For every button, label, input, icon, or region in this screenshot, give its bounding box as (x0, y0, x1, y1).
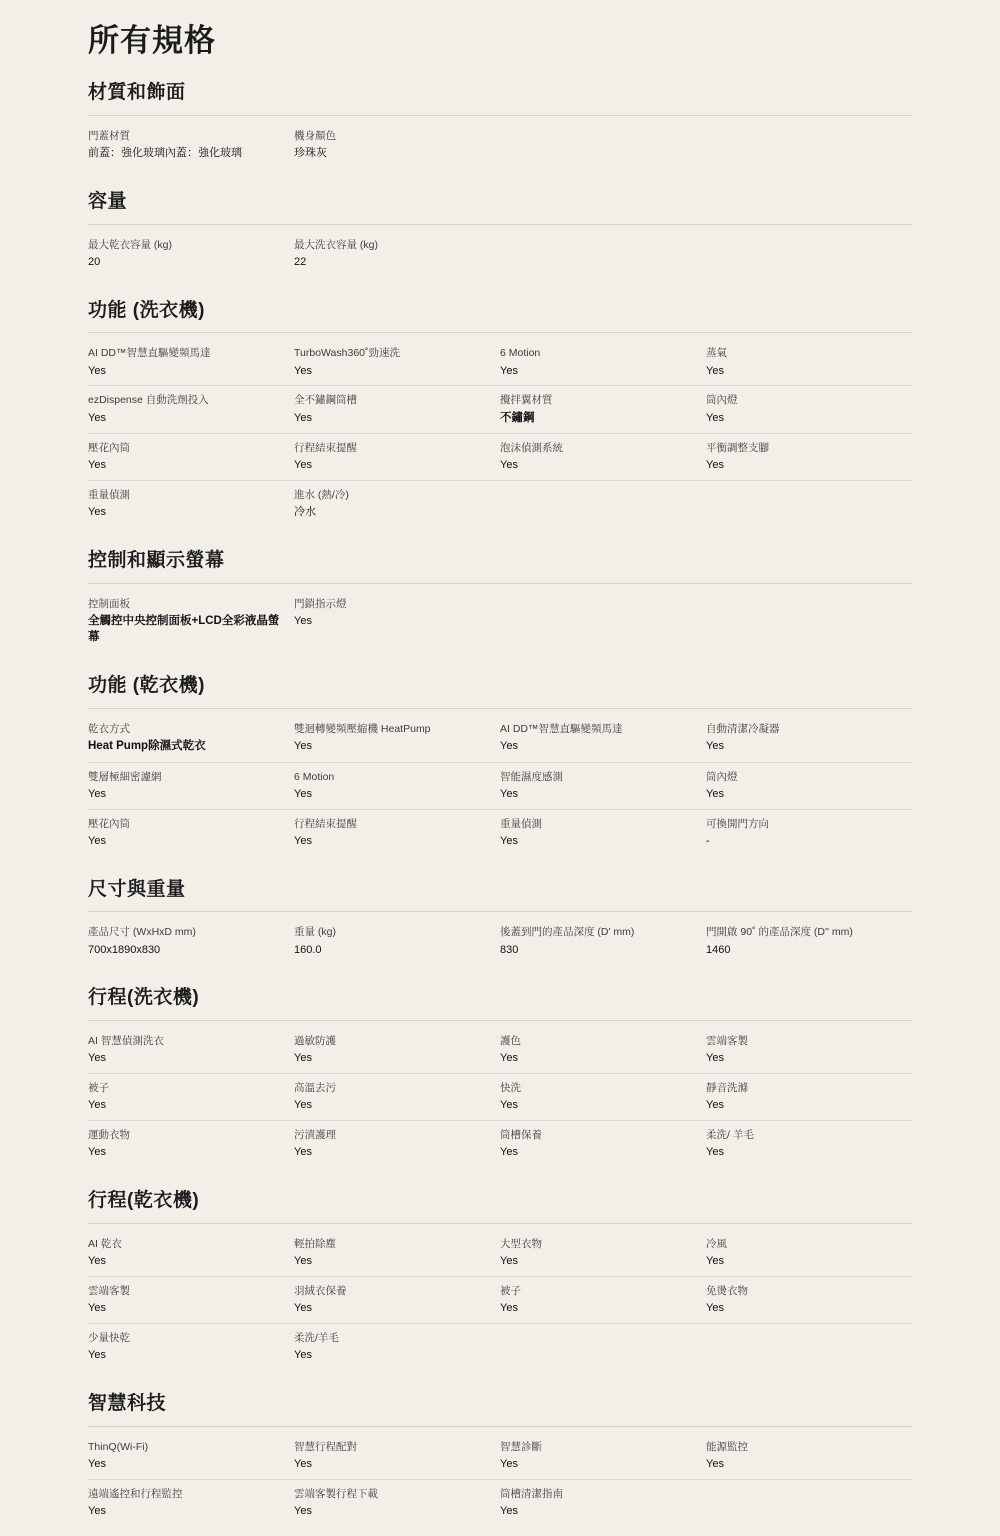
spec-cell-label: 快洗 (500, 1082, 521, 1095)
spec-cell (88, 1324, 294, 1370)
spec-cell-value: Yes (88, 834, 106, 847)
section-title: 功能 (洗衣機) (88, 299, 205, 321)
spec-cell-label: 6 Motion (500, 347, 541, 360)
spec-cell-value: Yes (500, 1146, 518, 1159)
spec-row (88, 434, 912, 481)
spec-cell-value: 不鏽鋼 (500, 411, 535, 424)
section-title: 容量 (88, 190, 128, 212)
spec-cell-value: 全觸控中央控制面板+LCD全彩液晶螢幕 (88, 615, 280, 643)
spec-cell-value: Yes (500, 1099, 518, 1112)
spec-row (88, 386, 912, 434)
spec-cell-label: 最大乾衣容量 (kg) (88, 238, 172, 251)
spec-cell-value: Yes (294, 834, 312, 847)
section-title: 材質和飾面 (88, 82, 186, 104)
spec-row (88, 1074, 912, 1121)
spec-cell-label: ezDispense 自動洗劑投入 (88, 394, 209, 407)
spec-cell-value: Yes (88, 1504, 106, 1517)
spec-cell-label: 控制面板 (88, 597, 130, 610)
spec-cell (706, 1277, 912, 1324)
spec-cell-value: Yes (706, 364, 724, 377)
spec-cell-label: 雙迴轉變頻壓縮機 HeatPump (294, 722, 431, 735)
spec-cell-value: Yes (88, 459, 106, 472)
spec-cell-value: Yes (294, 740, 312, 753)
spec-cell-label: 6 Motion (294, 770, 335, 783)
spec-cell-value: Yes (706, 1255, 724, 1268)
spec-cell-value: Yes (706, 1099, 724, 1112)
spec-row (88, 1277, 912, 1324)
spec-cell-empty (706, 481, 912, 527)
spec-cell (294, 810, 500, 856)
spec-cell-empty (500, 1324, 706, 1370)
spec-cell-label: 全不鏽鋼筒槽 (294, 394, 357, 407)
spec-cell (88, 1433, 294, 1480)
spec-cell-value: Yes (294, 1349, 312, 1362)
spec-cell-value: Yes (88, 1302, 106, 1315)
spec-cell-empty (500, 231, 706, 277)
spec-cell-value: Yes (294, 411, 312, 424)
spec-cell-value: Heat Pump除濕式乾衣 (88, 740, 206, 753)
spec-cell-value: 珍珠灰 (294, 147, 327, 160)
spec-row (88, 810, 912, 856)
spec-cell-value: Yes (294, 1146, 312, 1159)
spec-row (88, 1324, 912, 1370)
spec-cell-value: Yes (294, 1052, 312, 1065)
spec-cell-value: Yes (706, 787, 724, 800)
spec-cell-label: 進水 (熱/冷) (294, 489, 349, 502)
spec-cell-value: 830 (500, 943, 519, 956)
spec-cell (88, 339, 294, 386)
spec-cell-label: ThinQ(Wi-Fi) (88, 1440, 149, 1453)
spec-cell-value: - (706, 834, 710, 847)
spec-table (88, 1020, 912, 1167)
spec-cell (294, 122, 500, 168)
spec-cell-label: 高溫去污 (294, 1082, 336, 1095)
spec-cell-value: Yes (500, 1255, 518, 1268)
spec-cell (500, 434, 706, 481)
spec-cell-value: 1460 (706, 943, 731, 956)
section-title: 控制和顯示螢幕 (88, 550, 225, 572)
spec-cell-value: 20 (88, 255, 101, 268)
spec-cell-label: 運動衣物 (88, 1129, 130, 1142)
spec-cell-value: Yes (706, 1457, 724, 1470)
spec-cell-label: 遠端遙控和行程監控 (88, 1487, 183, 1500)
spec-cell-value: Yes (500, 1302, 518, 1315)
spec-cell (294, 1324, 500, 1370)
spec-cell-label: 筒內燈 (706, 770, 738, 783)
spec-cell (500, 715, 706, 763)
spec-cell-label: 重量 (kg) (294, 926, 336, 939)
spec-cell (88, 386, 294, 434)
spec-cell (294, 1121, 500, 1167)
spec-cell (500, 1433, 706, 1480)
spec-table (88, 1426, 912, 1526)
spec-cell-label: 門開啟 90˚ 的產品深度 (D'' mm) (706, 926, 853, 939)
spec-cell-label: 機身顏色 (294, 129, 336, 142)
spec-cell-value: Yes (706, 1302, 724, 1315)
spec-row (88, 1480, 912, 1526)
spec-cell (294, 231, 500, 277)
spec-cell-label: 自動清潔冷凝器 (706, 722, 780, 735)
spec-cell (500, 810, 706, 856)
spec-cell-value: Yes (294, 1099, 312, 1112)
spec-cell-empty (500, 481, 706, 527)
spec-cell (500, 1230, 706, 1277)
spec-table (88, 115, 912, 168)
spec-cell-label: 被子 (88, 1082, 109, 1095)
spec-cell-value: Yes (500, 787, 518, 800)
spec-cell-label: 能源監控 (706, 1440, 748, 1453)
spec-cell-label: AI 乾衣 (88, 1237, 122, 1250)
spec-cell (500, 1277, 706, 1324)
spec-cell-label: 雲端客製行程下載 (294, 1487, 378, 1500)
spec-cell-label: 污漬護理 (294, 1129, 336, 1142)
spec-cell (294, 1277, 500, 1324)
spec-cell-label: 大型衣物 (500, 1237, 542, 1250)
spec-cell-value: 22 (294, 255, 307, 268)
spec-table (88, 583, 912, 652)
spec-cell-value: Yes (88, 1349, 106, 1362)
spec-cell (88, 1230, 294, 1277)
spec-cell (500, 918, 706, 964)
spec-row (88, 481, 912, 527)
spec-cell-label: 智能濕度感測 (500, 770, 563, 783)
spec-cell-value: Yes (294, 1457, 312, 1470)
spec-cell (294, 918, 500, 964)
spec-cell (294, 1480, 500, 1526)
spec-cell-label: 柔洗/羊毛 (294, 1331, 339, 1344)
spec-cell-label: 羽絨衣保養 (294, 1284, 347, 1297)
spec-cell (706, 1074, 912, 1121)
section-title: 功能 (乾衣機) (88, 675, 205, 697)
spec-cell-value: Yes (88, 1052, 106, 1065)
spec-cell-label: TurboWash360˚勁速洗 (294, 347, 401, 360)
spec-cell-value: Yes (706, 1052, 724, 1065)
section-title: 尺寸與重量 (88, 878, 186, 900)
spec-cell (88, 1121, 294, 1167)
spec-cell-value: Yes (294, 615, 312, 628)
spec-cell-label: 後蓋到門的產品深度 (D' mm) (500, 926, 635, 939)
spec-table (88, 708, 912, 856)
spec-cell-label: 壓花內筒 (88, 817, 130, 830)
spec-cell-label: 產品尺寸 (WxHxD mm) (88, 926, 196, 939)
spec-cell (500, 763, 706, 810)
spec-cell (294, 763, 500, 810)
spec-cell (706, 715, 912, 763)
spec-cell-value: Yes (500, 364, 518, 377)
spec-row (88, 715, 912, 763)
spec-cell-value: Yes (294, 1255, 312, 1268)
spec-cell-value: Yes (706, 740, 724, 753)
spec-cell-value: 700x1890x830 (88, 943, 161, 956)
spec-cell (500, 1027, 706, 1074)
spec-row (88, 1230, 912, 1277)
spec-cell-label: AI DD™智慧直驅變頻馬達 (500, 722, 623, 735)
spec-cell-label: 過敏防護 (294, 1035, 336, 1048)
spec-cell-label: 乾衣方式 (88, 722, 130, 735)
spec-cell (294, 1027, 500, 1074)
spec-cell-label: 免燙衣物 (706, 1284, 748, 1297)
spec-cell-label: 輕拍除塵 (294, 1237, 336, 1250)
spec-cell-value: Yes (294, 1504, 312, 1517)
spec-cell-value: Yes (706, 411, 724, 424)
spec-cell (294, 715, 500, 763)
spec-cell-empty (706, 590, 912, 652)
spec-sections (88, 81, 912, 1526)
spec-cell (500, 1480, 706, 1526)
spec-cell-value: Yes (500, 1504, 518, 1517)
spec-table (88, 1223, 912, 1370)
spec-cell (294, 481, 500, 527)
spec-cell-value: Yes (294, 787, 312, 800)
spec-row (88, 590, 912, 652)
spec-cell-empty (706, 231, 912, 277)
spec-cell (706, 434, 912, 481)
spec-cell (706, 339, 912, 386)
spec-cell-empty (706, 122, 912, 168)
spec-cell-label: 攪拌翼材質 (500, 394, 553, 407)
spec-cell-label: 少量快乾 (88, 1331, 130, 1344)
spec-cell (500, 1121, 706, 1167)
spec-cell (706, 1121, 912, 1167)
spec-cell-label: 行程結束提醒 (294, 442, 357, 455)
spec-cell-label: 平衡調整支腳 (706, 442, 769, 455)
spec-cell-value: Yes (500, 459, 518, 472)
spec-cell-value: Yes (88, 1255, 106, 1268)
spec-cell-value: Yes (294, 364, 312, 377)
spec-table (88, 911, 912, 964)
spec-cell (294, 1230, 500, 1277)
spec-cell-value: Yes (500, 834, 518, 847)
spec-cell (88, 1074, 294, 1121)
spec-cell-value: Yes (706, 459, 724, 472)
spec-cell-label: 重量偵測 (88, 489, 130, 502)
spec-cell-label: 門蓋材質 (88, 129, 130, 142)
page-title: 所有規格 (88, 23, 216, 58)
section-title: 行程(洗衣機) (88, 987, 200, 1009)
spec-cell (294, 434, 500, 481)
spec-cell-label: AI 智慧偵測洗衣 (88, 1035, 164, 1048)
spec-cell (706, 1433, 912, 1480)
spec-cell (706, 1027, 912, 1074)
spec-cell-value: Yes (88, 787, 106, 800)
spec-cell-label: 筒槽清潔指南 (500, 1487, 563, 1500)
spec-cell-label: 筒內燈 (706, 394, 738, 407)
spec-cell-value: 160.0 (294, 943, 322, 956)
spec-cell-value: Yes (88, 411, 106, 424)
spec-cell-value: Yes (294, 459, 312, 472)
spec-cell (706, 763, 912, 810)
spec-cell-label: 雲端客製 (706, 1035, 748, 1048)
spec-cell-value: Yes (500, 1052, 518, 1065)
spec-cell (88, 590, 294, 652)
spec-cell-label: 智慧行程配對 (294, 1440, 357, 1453)
spec-cell (294, 590, 500, 652)
spec-cell (706, 810, 912, 856)
spec-cell-label: 柔洗/ 羊毛 (706, 1129, 754, 1142)
spec-cell-label: AI DD™智慧直驅變頻馬達 (88, 347, 211, 360)
spec-cell-value: Yes (500, 1457, 518, 1470)
spec-cell-label: 泡沫偵測系統 (500, 442, 563, 455)
spec-cell-label: 智慧診斷 (500, 1440, 542, 1453)
spec-cell-value: Yes (706, 1146, 724, 1159)
spec-cell-empty (706, 1324, 912, 1370)
spec-row (88, 122, 912, 168)
spec-cell (88, 918, 294, 964)
spec-cell-label: 最大洗衣容量 (kg) (294, 238, 378, 251)
spec-cell (88, 715, 294, 763)
spec-row (88, 339, 912, 386)
spec-cell (500, 1074, 706, 1121)
spec-row (88, 1433, 912, 1480)
spec-table (88, 224, 912, 277)
spec-cell-label: 雲端客製 (88, 1284, 130, 1297)
spec-cell (294, 1433, 500, 1480)
spec-cell (500, 386, 706, 434)
spec-cell-empty (500, 590, 706, 652)
spec-cell-label: 冷風 (706, 1237, 727, 1250)
spec-cell-label: 行程結束提醒 (294, 817, 357, 830)
spec-cell-empty (500, 122, 706, 168)
spec-cell (88, 1480, 294, 1526)
spec-cell (88, 810, 294, 856)
spec-cell (88, 231, 294, 277)
spec-cell (88, 481, 294, 527)
spec-cell (706, 1230, 912, 1277)
spec-cell-value: Yes (500, 740, 518, 753)
spec-cell-value: 前蓋：強化玻璃內蓋：強化玻璃 (88, 147, 242, 160)
spec-cell (88, 763, 294, 810)
section-title: 智慧科技 (88, 1392, 167, 1414)
spec-row (88, 1121, 912, 1167)
spec-cell-label: 被子 (500, 1284, 521, 1297)
spec-cell (88, 1027, 294, 1074)
section-title: 行程(乾衣機) (88, 1190, 200, 1212)
spec-cell (706, 386, 912, 434)
spec-cell (88, 434, 294, 481)
spec-cell (294, 1074, 500, 1121)
spec-cell-label: 筒槽保養 (500, 1129, 542, 1142)
spec-cell (88, 1277, 294, 1324)
spec-cell-value: Yes (88, 506, 106, 519)
spec-cell (294, 386, 500, 434)
spec-cell (294, 339, 500, 386)
spec-cell-value: Yes (294, 1302, 312, 1315)
spec-cell-label: 壓花內筒 (88, 442, 130, 455)
spec-row (88, 763, 912, 810)
spec-cell-value: Yes (88, 1099, 106, 1112)
spec-cell-value: 冷水 (294, 506, 316, 519)
spec-row (88, 918, 912, 964)
spec-cell-label: 門鎖指示燈 (294, 597, 347, 610)
spec-cell-label: 雙層極細密濾網 (88, 770, 162, 783)
spec-cell (88, 122, 294, 168)
spec-row (88, 231, 912, 277)
spec-cell (500, 339, 706, 386)
spec-cell-label: 可換開門方向 (706, 817, 769, 830)
spec-cell-label: 重量偵測 (500, 817, 542, 830)
spec-cell-value: Yes (88, 1146, 106, 1159)
spec-cell-value: Yes (88, 364, 106, 377)
spec-cell-label: 蒸氣 (706, 347, 727, 360)
spec-table (88, 332, 912, 527)
spec-cell (706, 918, 912, 964)
spec-cell-label: 靜音洗滌 (706, 1082, 748, 1095)
spec-row (88, 1027, 912, 1074)
spec-cell-label: 護色 (500, 1035, 521, 1048)
spec-cell-empty (706, 1480, 912, 1526)
spec-cell-value: Yes (88, 1457, 106, 1470)
